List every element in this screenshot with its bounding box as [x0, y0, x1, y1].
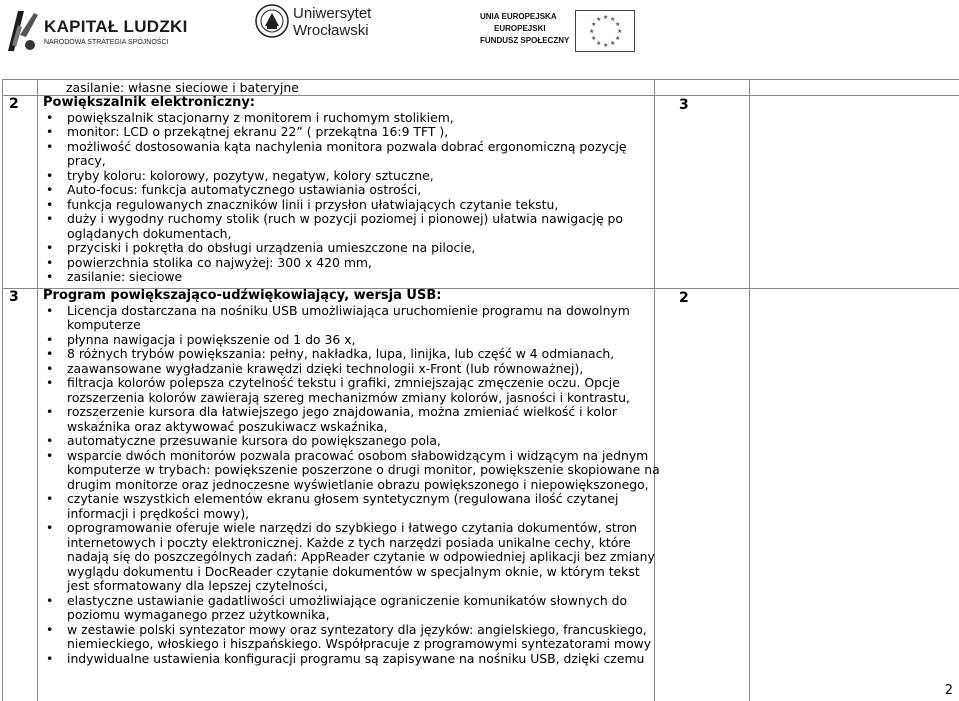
row2-description: [43, 96, 655, 285]
svg-text:★: ★: [610, 40, 616, 47]
eu-line3: FUNDUSZ SPOŁECZNY: [480, 36, 570, 45]
svg-text:★: ★: [617, 28, 623, 35]
eu-flag-icon: [575, 10, 635, 52]
svg-text:★: ★: [610, 16, 616, 23]
svg-text:★: ★: [591, 35, 597, 42]
list-item: • rozszerzenie kursora dla łatwiejszego jego znajdowania, można zmieniać wielkość i kolor: [43, 405, 655, 420]
list-item-continuation: wyglądu dokumentu i DocReader czytanie dokumentów w specjalnym oknie, w którym tekst: [67, 563, 640, 579]
row3-number: 3: [9, 289, 19, 305]
svg-text:★: ★: [603, 14, 609, 21]
eu-logo: [480, 10, 623, 55]
list-item-continuation: internetowych i poczty elektronicznej. Każde z tych narzędzi posiada unikalne cechy, które: [67, 534, 631, 550]
list-item: • automatyczne przesuwanie kursora do powiększanego pola,: [43, 434, 655, 449]
university-seal-icon: [255, 4, 289, 38]
university-name-line1: Uniwersytet: [293, 5, 372, 22]
list-item-continuation: komputerze w trybach: powiększenie poszerzone o drugi monitor, powiększenie skopiowane na: [67, 462, 660, 477]
row3-description: [43, 288, 660, 666]
row3-title: Program powiększająco-udźwiękowiający, wersja USB:: [43, 288, 442, 303]
list-item-continuation: jest sformatowany dla lepszej czytelności,: [67, 578, 328, 593]
row3-quantity: 2: [679, 290, 689, 306]
row2-quantity: 3: [679, 97, 689, 113]
svg-text:★: ★: [615, 35, 621, 42]
page-header: [0, 0, 959, 70]
list-item: • indywidualne ustawienia konfiguracji programu są zapisywane na nośniku USB, dzięki czemu: [43, 652, 655, 667]
list-item: • filtracja kolorów polepsza czytelność tekstu i grafiki, zmniejszając zmęczenie oczu. Opcje: [43, 376, 655, 391]
list-item: • czytanie wszystkich elementów ekranu głosem syntetycznym (regulowana ilość czytanej: [43, 492, 655, 507]
eu-line1: UNIA EUROPEJSKA: [480, 12, 557, 21]
list-item: • powierzchnia stolika co najwyżej: 300 x 420 mm,: [43, 256, 655, 271]
eu-line2: EUROPEJSKI: [494, 24, 546, 33]
page-number: 2: [944, 683, 953, 698]
list-item: • 8 różnych trybów powiększania: pełny, nakładka, lupa, linijka, lub część w 4 odmianach,: [43, 347, 655, 362]
list-item-continuation: drugim monitorze oraz jednoczesne wyświetlanie obrazu powiększonego i niepowiększonego,: [67, 476, 649, 492]
kapital-ludzki-subtitle: NARODOWA STRATEGIA SPÓJNOŚCI: [44, 39, 169, 46]
row3-list: [43, 302, 660, 667]
svg-text:★: ★: [615, 21, 621, 28]
list-item-continuation: poziomu wymaganego przez użytkownika,: [67, 607, 330, 622]
list-item: • Auto-focus: funkcja automatycznego ustawiania ostrości,: [43, 183, 655, 198]
row1-line: zasilanie: własne sieciowe i bateryjne: [66, 80, 299, 95]
list-item-continuation: oglądanych dokumentach,: [67, 225, 232, 241]
list-item: • monitor: LCD o przekątnej ekranu 22” ( przekątna 16:9 TFT ),: [43, 125, 655, 140]
svg-text:★: ★: [596, 16, 602, 23]
list-item: • wsparcie dwóch monitorów pozwala pracować osobom słabowidzącym i widzącym na jednym: [43, 449, 655, 464]
kapital-ludzki-logo: [4, 5, 188, 55]
column-divider-1: [37, 80, 38, 701]
row2-title: Powiększalnik elektroniczny:: [43, 95, 256, 110]
svg-text:★: ★: [596, 40, 602, 47]
list-item: • duży i wygodny ruchomy stolik (ruch w pozycji poziomej i pionowej) ułatwia nawigację po: [43, 212, 655, 227]
row2-list: [43, 111, 655, 285]
university-logo: [255, 2, 395, 52]
list-item: • elastyczne ustawianie gadatliwości umożliwiające ograniczenie komunikatów słownych do: [43, 594, 655, 609]
list-item-continuation: niemieckiego, włoskiego i hiszpańskiego. Współpracuje z programowymi syntezatorami mowy: [67, 636, 652, 651]
row1-description: [43, 81, 655, 96]
list-item: • funkcja regulowanych znaczników linii i przysłon ułatwiających czytanie tekstu,: [43, 198, 655, 213]
kapital-ludzki-emblem-icon: [4, 5, 40, 55]
list-item-continuation: komputerze: [67, 317, 141, 332]
list-item: • zaawansowane wygładzanie krawędzi dzięki technologii x-Front (lub równoważnej),: [43, 362, 655, 377]
university-name-line2: Wrocławski: [293, 22, 369, 39]
list-item-continuation: nadają się do poszczególnych zadań: AppReader czytanie w odpowiedniej aplikacji bez zmiany: [67, 549, 655, 564]
list-item: • zasilanie: sieciowe: [43, 270, 655, 285]
svg-text:★: ★: [603, 42, 609, 49]
list-item-continuation: wskaźnika oraz aktywować poszukiwacz wskaźnika,: [67, 418, 388, 434]
list-item-continuation: pracy,: [67, 153, 106, 168]
list-item: • oprogramowanie oferuje wiele narzędzi do szybkiego i łatwego czytania dokumentów, stron: [43, 521, 655, 536]
list-item-continuation: rozszerzenia kolorów zawierają szereg mechanizmów zmiany kolorów, jasności i kontrastu,: [67, 389, 630, 405]
list-item: • tryby koloru: kolorowy, pozytyw, negatyw, kolory sztuczne,: [43, 169, 655, 184]
list-item: • w zestawie polski syntezator mowy oraz syntezatory dla języków: angielskiego, francuskiego,: [43, 623, 655, 638]
svg-text:★: ★: [589, 28, 595, 35]
svg-text:★: ★: [591, 21, 597, 28]
kapital-ludzki-title: KAPITAŁ LUDZKI: [44, 17, 188, 36]
row2-number: 2: [9, 96, 19, 112]
list-item: • przyciski i pokrętła do obsługi urządzenia umieszczone na pilocie,: [43, 241, 655, 256]
list-item: • płynna nawigacja i powiększenie od 1 do 36 x,: [43, 333, 655, 348]
specification-table: [2, 79, 959, 701]
list-item: • możliwość dostosowania kąta nachylenia monitora pozwala dobrać ergonomiczną pozycję: [43, 140, 655, 155]
list-item-continuation: informacji i prędkości mowy),: [67, 505, 250, 521]
list-item: • powiększalnik stacjonarny z monitorem i ruchomym stolikiem,: [43, 111, 655, 126]
column-divider-3: [749, 80, 750, 701]
list-item: • Licencja dostarczana na nośniku USB umożliwiająca uruchomienie programu na dowolnym: [43, 304, 655, 319]
